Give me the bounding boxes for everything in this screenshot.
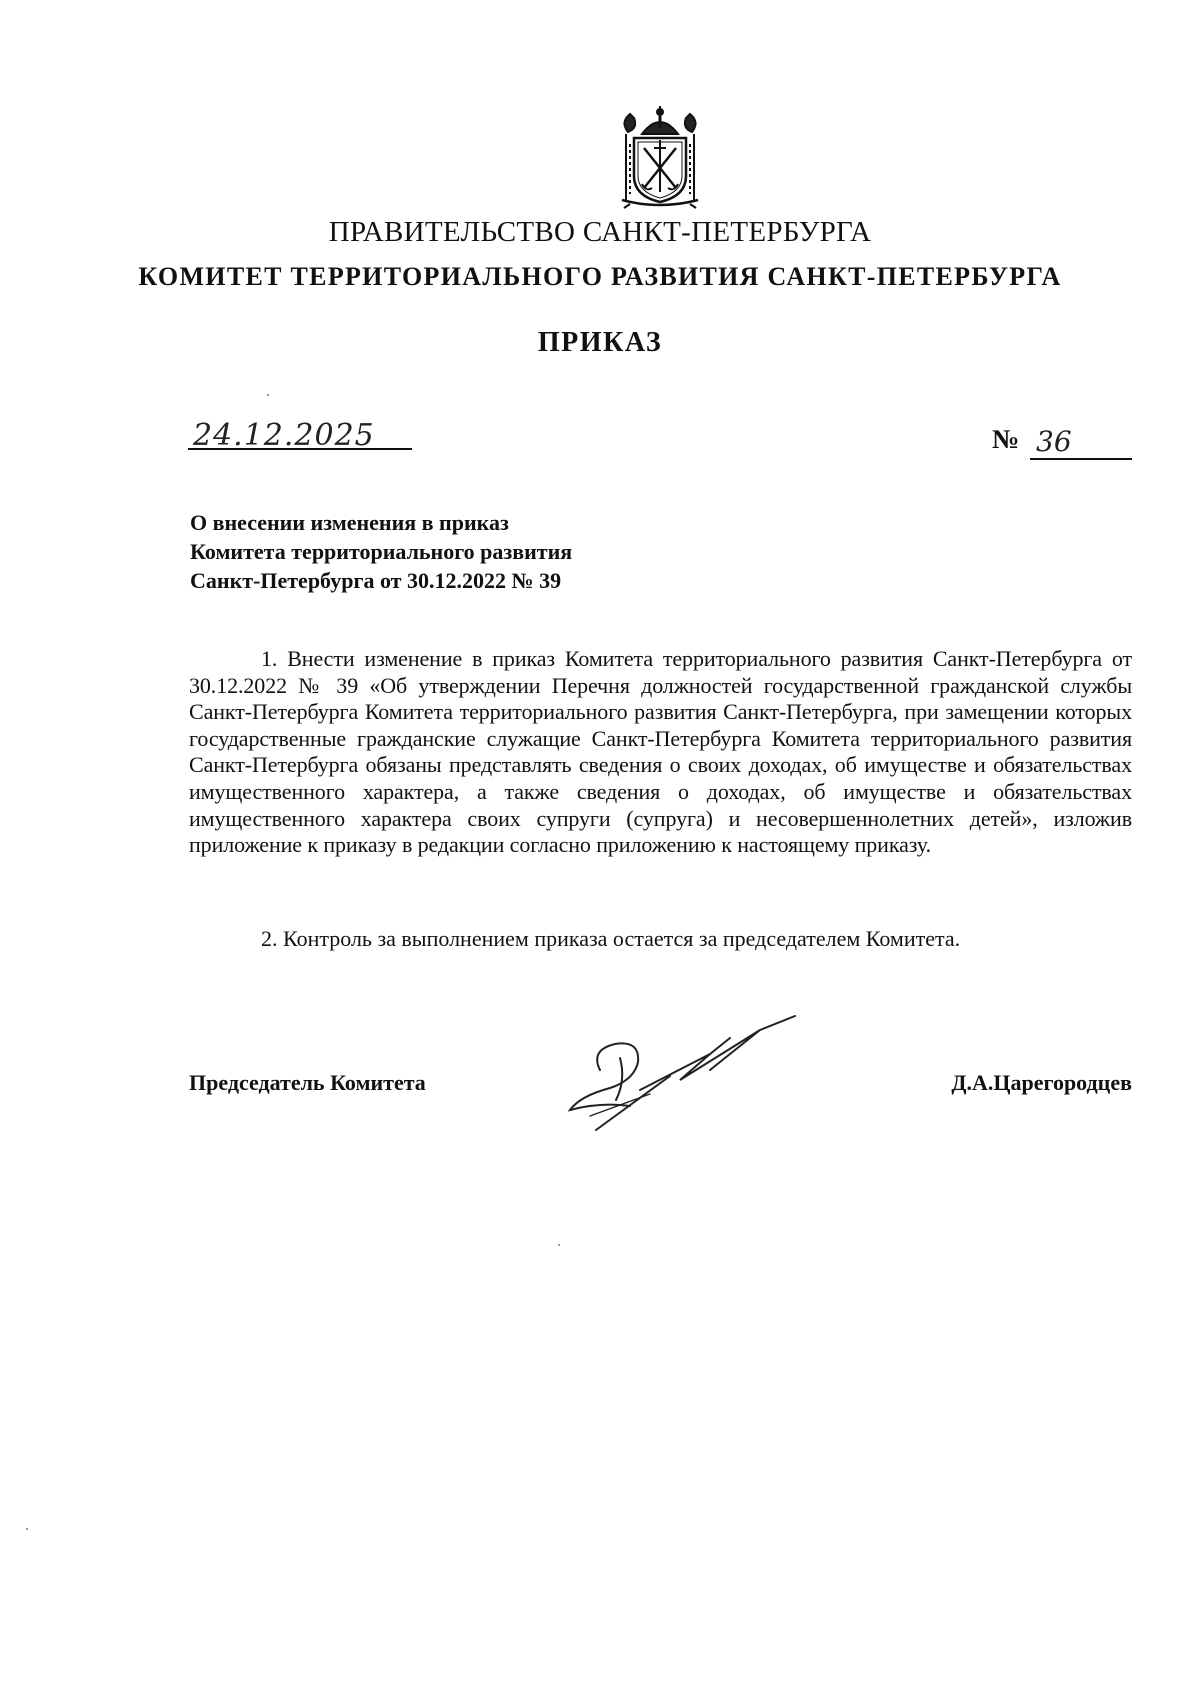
committee-heading: КОМИТЕТ ТЕРРИТОРИАЛЬНОГО РАЗВИТИЯ САНКТ-ПЕТЕРБУРГА [138, 262, 1062, 291]
subject-line: Комитета территориального развития [190, 539, 573, 564]
coat-of-arms-icon [612, 104, 708, 210]
order-date: 24.12.2025 [193, 418, 375, 453]
subject-line: Санкт-Петербурга от 30.12.2022 № 39 [190, 568, 562, 593]
order-paragraph-1: 1. Внести изменение в приказ Комитета территориального развития Санкт-Петербурга от 30.12.2022 № 39 «Об утверждении Перечня должностей государственной гражданской службы Санкт-Петербурга Комитета территориального развития Санкт-Петербурга, при замещении которых государственные гражданские служащие Санкт-Петербурга Комитета территориального развития Санкт-Петербурга обязаны представлять сведения о своих доходах, об имуществе и обязательствах имущественного характера, а также сведения о доходах, об имуществе и обязательствах имущественного характера своих супруги (супруга) и несовершеннолетних детей», изложив приложение к приказу в редакции согласно приложению к настоящему приказу. [189, 646, 1132, 858]
government-heading: ПРАВИТЕЛЬСТВО САНКТ-ПЕТЕРБУРГА [328, 216, 872, 248]
order-subject [190, 508, 572, 595]
number-underline [1030, 458, 1132, 460]
order-number-label: № [992, 424, 1020, 454]
signatory-name: Д.А.Царегородцев [951, 1070, 1132, 1095]
scan-speck [267, 394, 269, 396]
signatory-title: Председатель Комитета [189, 1070, 426, 1095]
scan-speck [26, 1528, 28, 1530]
order-number: 36 [1036, 425, 1072, 458]
document-type-title: ПРИКАЗ [537, 327, 663, 358]
date-underline [188, 448, 412, 450]
handwritten-signature [560, 1010, 800, 1140]
subject-line: О внесении изменения в приказ [190, 510, 509, 535]
order-paragraph-2: 2. Контроль за выполнением приказа остается за председателем Комитета. [261, 926, 961, 951]
scan-speck [558, 1244, 560, 1246]
